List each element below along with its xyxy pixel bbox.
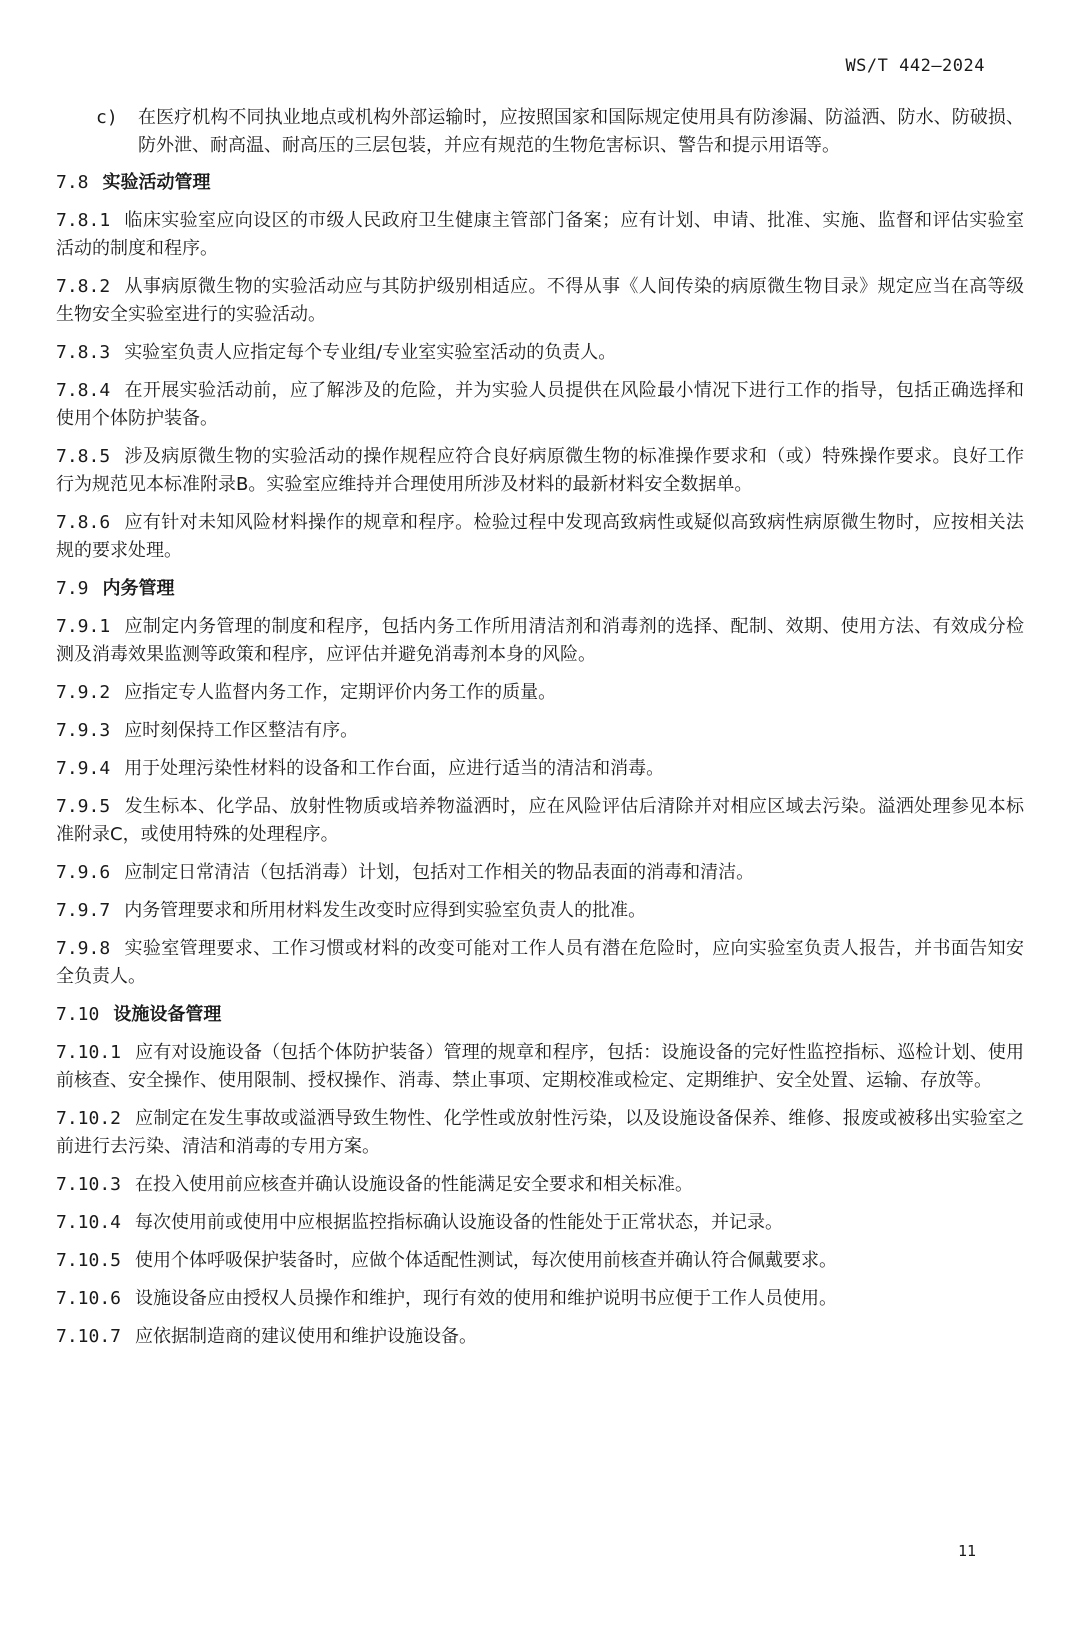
clause-text: 应时刻保持工作区整洁有序。 xyxy=(124,720,359,741)
section-heading-7-10 xyxy=(56,1001,1024,1029)
clause-number: 7.10.6 xyxy=(56,1288,122,1309)
clause-number: 7.8.5 xyxy=(56,446,111,467)
clause-7-10-5 xyxy=(56,1247,1024,1275)
clause-text: 设施设备应由授权人员操作和维护，现行有效的使用和维护说明书应便于工作人员使用。 xyxy=(135,1288,838,1309)
clause-7-8-1 xyxy=(56,207,1024,263)
section-number: 7.9 xyxy=(56,578,89,599)
clause-text: 在开展实验活动前，应了解涉及的危险，并为实验人员提供在风险最小情况下进行工作的指导，包括正确选择和使用个体防护装备。 xyxy=(56,380,1024,429)
clause-number: 7.10.4 xyxy=(56,1212,122,1233)
clause-number: 7.8.2 xyxy=(56,276,111,297)
clause-7-8-2 xyxy=(56,273,1024,329)
list-marker: c) xyxy=(96,107,118,128)
clause-number: 7.8.1 xyxy=(56,210,111,231)
clause-7-9-5 xyxy=(56,793,1024,849)
clause-7-10-1 xyxy=(56,1039,1024,1095)
section-title: 实验活动管理 xyxy=(102,172,211,193)
clause-text: 应制定内务管理的制度和程序，包括内务工作所用清洁剂和消毒剂的选择、配制、效期、使用方法、有效成分检测及消毒效果监测等政策和程序，应评估并避免消毒剂本身的风险。 xyxy=(56,616,1024,665)
clause-number: 7.9.6 xyxy=(56,862,111,883)
clause-text: 在投入使用前应核查并确认设施设备的性能满足安全要求和相关标准。 xyxy=(135,1174,694,1195)
clause-text: 用于处理污染性材料的设备和工作台面，应进行适当的清洁和消毒。 xyxy=(124,758,665,779)
clause-7-9-6 xyxy=(56,859,1024,887)
clause-number: 7.10.5 xyxy=(56,1250,122,1271)
clause-text: 实验室管理要求、工作习惯或材料的改变可能对工作人员有潜在危险时，应向实验室负责人报告，并书面告知安全负责人。 xyxy=(56,938,1024,987)
clause-7-10-7 xyxy=(56,1323,1024,1351)
clause-7-8-3 xyxy=(56,339,1024,367)
clause-7-9-2 xyxy=(56,679,1024,707)
standard-code: WS/T 442—2024 xyxy=(845,56,985,76)
clause-text: 实验室负责人应指定每个专业组/专业室实验室活动的负责人。 xyxy=(124,342,617,363)
clause-text: 应依据制造商的建议使用和维护设施设备。 xyxy=(135,1326,478,1347)
section-heading-7-9 xyxy=(56,575,1024,603)
clause-number: 7.9.2 xyxy=(56,682,111,703)
section-title: 设施设备管理 xyxy=(113,1004,222,1025)
clause-7-10-2 xyxy=(56,1105,1024,1161)
clause-number: 7.9.3 xyxy=(56,720,111,741)
clause-7-8-4 xyxy=(56,377,1024,433)
clause-text: 应指定专人监督内务工作，定期评价内务工作的质量。 xyxy=(124,682,557,703)
clause-7-9-8 xyxy=(56,935,1024,991)
clause-text: 应有对设施设备（包括个体防护装备）管理的规章和程序，包括：设施设备的完好性监控指标、巡检计划、使用前核查、安全操作、使用限制、授权操作、消毒、禁止事项、定期校准或检定、定期维护、安全处置、运输、存放等。 xyxy=(56,1042,1024,1091)
clause-text: 内务管理要求和所用材料发生改变时应得到实验室负责人的批准。 xyxy=(124,900,647,921)
document-body xyxy=(56,104,1024,1361)
clause-text: 应制定在发生事故或溢洒导致生物性、化学性或放射性污染，以及设施设备保养、维修、报废或被移出实验室之前进行去污染、清洁和消毒的专用方案。 xyxy=(56,1108,1024,1157)
clause-number: 7.9.8 xyxy=(56,938,111,959)
clause-number: 7.9.4 xyxy=(56,758,111,779)
clause-number: 7.8.6 xyxy=(56,512,111,533)
clause-7-10-4 xyxy=(56,1209,1024,1237)
clause-7-9-3 xyxy=(56,717,1024,745)
list-item-text: 在医疗机构不同执业地点或机构外部运输时，应按照国家和国际规定使用具有防渗漏、防溢洒、防水、防破损、防外泄、耐高温、耐高压的三层包装，并应有规范的生物危害标识、警告和提示用语等。 xyxy=(138,107,1024,156)
section-number: 7.8 xyxy=(56,172,89,193)
clause-7-10-3 xyxy=(56,1171,1024,1199)
page-number: 11 xyxy=(957,1542,976,1560)
clause-text: 涉及病原微生物的实验活动的操作规程应符合良好病原微生物的标准操作要求和（或）特殊操作要求。良好工作行为规范见本标准附录B。实验室应维持并合理使用所涉及材料的最新材料安全数据单。 xyxy=(56,446,1024,495)
clause-number: 7.8.4 xyxy=(56,380,111,401)
clause-number: 7.10.1 xyxy=(56,1042,122,1063)
clause-text: 每次使用前或使用中应根据监控指标确认设施设备的性能处于正常状态，并记录。 xyxy=(135,1212,784,1233)
clause-number: 7.10.2 xyxy=(56,1108,122,1129)
section-title: 内务管理 xyxy=(102,578,175,599)
clause-7-9-4 xyxy=(56,755,1024,783)
clause-7-9-7 xyxy=(56,897,1024,925)
clause-text: 应制定日常清洁（包括消毒）计划，包括对工作相关的物品表面的消毒和清洁。 xyxy=(124,862,755,883)
section-heading-7-8 xyxy=(56,169,1024,197)
clause-text: 应有针对未知风险材料操作的规章和程序。检验过程中发现高致病性或疑似高致病性病原微生物时，应按相关法规的要求处理。 xyxy=(56,512,1024,561)
clause-number: 7.9.5 xyxy=(56,796,111,817)
clause-text: 发生标本、化学品、放射性物质或培养物溢洒时，应在风险评估后清除并对相应区域去污染。溢洒处理参见本标准附录C，或使用特殊的处理程序。 xyxy=(56,796,1024,845)
clause-number: 7.9.1 xyxy=(56,616,111,637)
clause-text: 临床实验室应向设区的市级人民政府卫生健康主管部门备案；应有计划、申请、批准、实施、监督和评估实验室活动的制度和程序。 xyxy=(56,210,1024,259)
clause-7-8-6 xyxy=(56,509,1024,565)
clause-7-10-6 xyxy=(56,1285,1024,1313)
clause-7-8-5 xyxy=(56,443,1024,499)
clause-text: 从事病原微生物的实验活动应与其防护级别相适应。不得从事《人间传染的病原微生物目录》规定应当在高等级生物安全实验室进行的实验活动。 xyxy=(56,276,1024,325)
clause-number: 7.10.7 xyxy=(56,1326,122,1347)
clause-number: 7.9.7 xyxy=(56,900,111,921)
list-item-c xyxy=(56,104,1024,160)
clause-7-9-1 xyxy=(56,613,1024,669)
clause-text: 使用个体呼吸保护装备时，应做个体适配性测试，每次使用前核查并确认符合佩戴要求。 xyxy=(135,1250,838,1271)
section-number: 7.10 xyxy=(56,1004,100,1025)
clause-number: 7.10.3 xyxy=(56,1174,122,1195)
clause-number: 7.8.3 xyxy=(56,342,111,363)
